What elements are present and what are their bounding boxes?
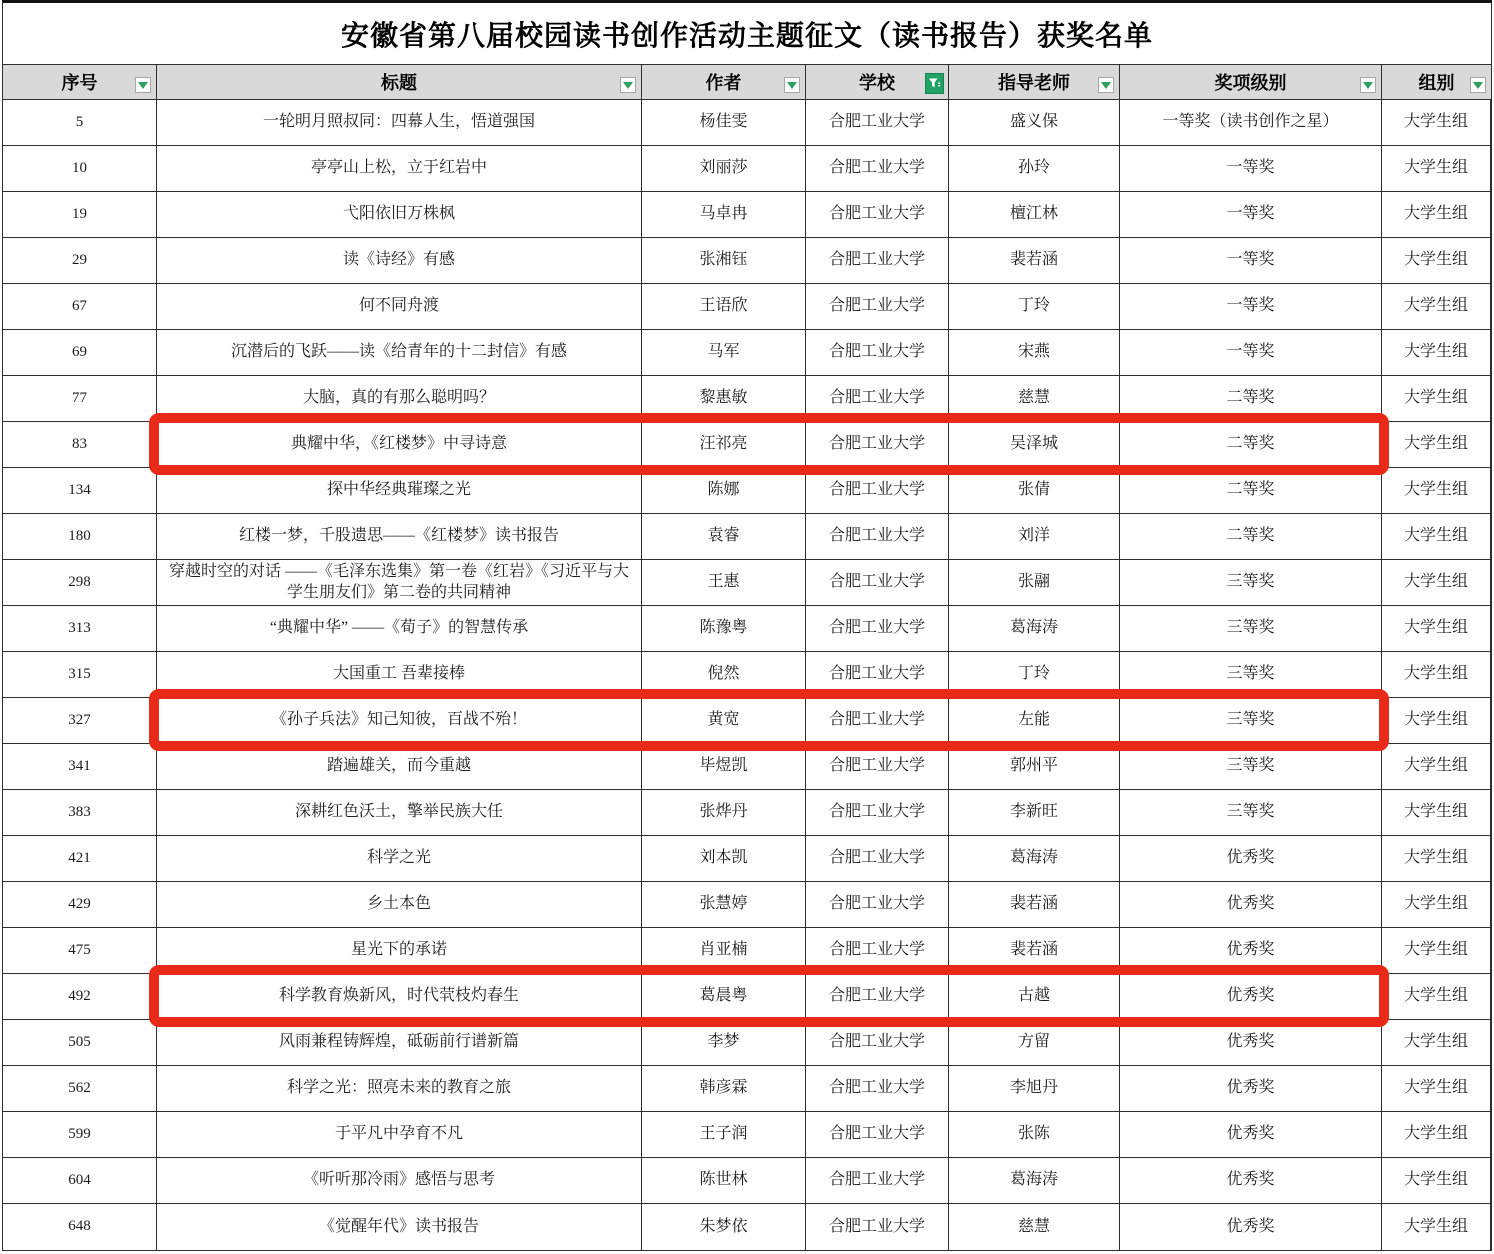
cell-advisor[interactable]: 张陈 bbox=[949, 1112, 1120, 1157]
header-label-author: 作者 bbox=[705, 73, 742, 93]
cell-author[interactable]: 毕煜凯 bbox=[642, 744, 806, 789]
cell-no[interactable]: 341 bbox=[3, 744, 157, 789]
cell-author[interactable]: 肖亚楠 bbox=[642, 928, 806, 973]
header-cell-award[interactable] bbox=[1120, 65, 1382, 99]
table-row bbox=[3, 330, 1491, 376]
header-label-no: 序号 bbox=[61, 73, 98, 93]
cell-author[interactable]: 刘本凯 bbox=[642, 836, 806, 881]
cell-title[interactable]: 沉潜后的飞跃——读《给青年的十二封信》有感 bbox=[157, 330, 642, 375]
cell-award[interactable]: 三等奖 bbox=[1120, 698, 1382, 743]
cell-no[interactable]: 313 bbox=[3, 606, 157, 651]
cell-author[interactable]: 葛晨粤 bbox=[642, 974, 806, 1019]
cell-award[interactable]: 优秀奖 bbox=[1120, 1066, 1382, 1111]
cell-advisor[interactable]: 古越 bbox=[949, 974, 1120, 1019]
table-row bbox=[3, 790, 1491, 836]
cell-school[interactable]: 合肥工业大学 bbox=[806, 422, 949, 467]
cell-award[interactable]: 二等奖 bbox=[1120, 514, 1382, 559]
cell-school[interactable]: 合肥工业大学 bbox=[806, 606, 949, 651]
cell-no[interactable]: 298 bbox=[3, 560, 157, 605]
spreadsheet bbox=[2, 0, 1492, 1251]
table-row bbox=[3, 100, 1491, 146]
cell-author[interactable]: 刘丽莎 bbox=[642, 146, 806, 191]
cell-no[interactable]: 19 bbox=[3, 192, 157, 237]
header-label-group: 组别 bbox=[1418, 73, 1455, 93]
cell-group[interactable]: 大学生组 bbox=[1382, 422, 1491, 467]
cell-author[interactable]: 韩彦霖 bbox=[642, 1066, 806, 1111]
cell-award[interactable]: 优秀奖 bbox=[1120, 836, 1382, 881]
cell-school[interactable]: 合肥工业大学 bbox=[806, 238, 949, 283]
cell-author[interactable]: 马军 bbox=[642, 330, 806, 375]
cell-advisor[interactable]: 孙玲 bbox=[949, 146, 1120, 191]
cell-school[interactable]: 合肥工业大学 bbox=[806, 1112, 949, 1157]
cell-award[interactable]: 三等奖 bbox=[1120, 652, 1382, 697]
cell-group[interactable]: 大学生组 bbox=[1382, 146, 1491, 191]
cell-award[interactable]: 一等奖 bbox=[1120, 284, 1382, 329]
cell-school[interactable]: 合肥工业大学 bbox=[806, 468, 949, 513]
cell-author[interactable]: 张湘钰 bbox=[642, 238, 806, 283]
table-row bbox=[3, 422, 1491, 468]
cell-no[interactable]: 327 bbox=[3, 698, 157, 743]
cell-no[interactable]: 421 bbox=[3, 836, 157, 881]
cell-title[interactable]: 科学教育焕新风，时代茕枝灼春生 bbox=[157, 974, 642, 1019]
cell-group[interactable]: 大学生组 bbox=[1382, 1020, 1491, 1065]
cell-group[interactable]: 大学生组 bbox=[1382, 698, 1491, 743]
cell-school[interactable]: 合肥工业大学 bbox=[806, 1204, 949, 1250]
cell-author[interactable]: 王惠 bbox=[642, 560, 806, 605]
cell-advisor[interactable]: 宋燕 bbox=[949, 330, 1120, 375]
filter-dropdown-icon[interactable] bbox=[1360, 77, 1376, 93]
cell-advisor[interactable]: 盛义保 bbox=[949, 100, 1120, 145]
cell-award[interactable]: 一等奖 bbox=[1120, 238, 1382, 283]
cell-advisor[interactable]: 刘洋 bbox=[949, 514, 1120, 559]
cell-author[interactable]: 马卓冉 bbox=[642, 192, 806, 237]
cell-school[interactable]: 合肥工业大学 bbox=[806, 1020, 949, 1065]
cell-advisor[interactable]: 郭州平 bbox=[949, 744, 1120, 789]
cell-advisor[interactable]: 李旭丹 bbox=[949, 1066, 1120, 1111]
cell-author[interactable]: 陈世林 bbox=[642, 1158, 806, 1203]
filter-active-funnel-icon[interactable] bbox=[925, 73, 944, 94]
cell-group[interactable]: 大学生组 bbox=[1382, 974, 1491, 1019]
header-cell-school[interactable] bbox=[806, 65, 949, 99]
cell-award[interactable]: 三等奖 bbox=[1120, 744, 1382, 789]
cell-title[interactable]: 于平凡中孕育不凡 bbox=[157, 1112, 642, 1157]
cell-group[interactable]: 大学生组 bbox=[1382, 1066, 1491, 1111]
cell-author[interactable]: 李梦 bbox=[642, 1020, 806, 1065]
cell-no[interactable]: 562 bbox=[3, 1066, 157, 1111]
cell-title[interactable]: 亭亭山上松，立于红岩中 bbox=[157, 146, 642, 191]
cell-no[interactable]: 69 bbox=[3, 330, 157, 375]
cell-award[interactable]: 三等奖 bbox=[1120, 790, 1382, 835]
cell-group[interactable]: 大学生组 bbox=[1382, 928, 1491, 973]
table-row bbox=[3, 606, 1491, 652]
cell-school[interactable]: 合肥工业大学 bbox=[806, 146, 949, 191]
cell-school[interactable]: 合肥工业大学 bbox=[806, 330, 949, 375]
table-row bbox=[3, 1020, 1491, 1066]
cell-title[interactable]: 科学之光：照亮未来的教育之旅 bbox=[157, 1066, 642, 1111]
table-row bbox=[3, 514, 1491, 560]
cell-award[interactable]: 优秀奖 bbox=[1120, 882, 1382, 927]
cell-group[interactable]: 大学生组 bbox=[1382, 652, 1491, 697]
cell-school[interactable]: 合肥工业大学 bbox=[806, 560, 949, 605]
header-cell-group[interactable] bbox=[1382, 65, 1491, 99]
cell-title[interactable]: 读《诗经》有感 bbox=[157, 238, 642, 283]
cell-school[interactable]: 合肥工业大学 bbox=[806, 698, 949, 743]
cell-award[interactable]: 优秀奖 bbox=[1120, 1204, 1382, 1250]
filter-dropdown-icon[interactable] bbox=[1470, 77, 1486, 93]
cell-advisor[interactable]: 裴若涵 bbox=[949, 882, 1120, 927]
header-cell-author[interactable] bbox=[642, 65, 806, 99]
header-label-advisor: 指导老师 bbox=[998, 73, 1070, 93]
cell-author[interactable]: 袁睿 bbox=[642, 514, 806, 559]
cell-advisor[interactable]: 裴若涵 bbox=[949, 928, 1120, 973]
table-row bbox=[3, 974, 1491, 1020]
cell-author[interactable]: 张慧婷 bbox=[642, 882, 806, 927]
cell-advisor[interactable]: 方留 bbox=[949, 1020, 1120, 1065]
cell-advisor[interactable]: 葛海涛 bbox=[949, 1158, 1120, 1203]
cell-title[interactable]: “典耀中华” ——《荀子》的智慧传承 bbox=[157, 606, 642, 651]
page-title: 安徽省第八届校园读书创作活动主题征文（读书报告）获奖名单 bbox=[340, 20, 1153, 52]
cell-title[interactable]: 《孙子兵法》知己知彼，百战不殆！ bbox=[157, 698, 642, 743]
cell-school[interactable]: 合肥工业大学 bbox=[806, 1066, 949, 1111]
cell-school[interactable]: 合肥工业大学 bbox=[806, 1158, 949, 1203]
cell-advisor[interactable]: 吴泽城 bbox=[949, 422, 1120, 467]
cell-award[interactable]: 一等奖 bbox=[1120, 330, 1382, 375]
cell-title[interactable]: 穿越时空的对话 ——《毛泽东选集》第一卷《红岩》《习近平与大学生朋友们》第二卷的共同精神 bbox=[157, 560, 642, 605]
table-row bbox=[3, 1112, 1491, 1158]
cell-advisor[interactable]: 丁玲 bbox=[949, 284, 1120, 329]
cell-advisor[interactable]: 葛海涛 bbox=[949, 606, 1120, 651]
cell-title[interactable]: 弋阳依旧万株枫 bbox=[157, 192, 642, 237]
cell-author[interactable]: 王子润 bbox=[642, 1112, 806, 1157]
cell-group[interactable]: 大学生组 bbox=[1382, 330, 1491, 375]
cell-award[interactable]: 三等奖 bbox=[1120, 606, 1382, 651]
cell-award[interactable]: 一等奖（读书创作之星） bbox=[1120, 100, 1382, 145]
cell-school[interactable]: 合肥工业大学 bbox=[806, 882, 949, 927]
cell-group[interactable]: 大学生组 bbox=[1382, 790, 1491, 835]
cell-school[interactable]: 合肥工业大学 bbox=[806, 376, 949, 421]
cell-group[interactable]: 大学生组 bbox=[1382, 238, 1491, 283]
filter-dropdown-icon[interactable] bbox=[135, 77, 151, 93]
table-row bbox=[3, 652, 1491, 698]
cell-group[interactable]: 大学生组 bbox=[1382, 514, 1491, 559]
table-row bbox=[3, 836, 1491, 882]
cell-advisor[interactable]: 丁玲 bbox=[949, 652, 1120, 697]
cell-no[interactable]: 77 bbox=[3, 376, 157, 421]
header-cell-no[interactable] bbox=[3, 65, 157, 99]
cell-advisor[interactable]: 慈慧 bbox=[949, 376, 1120, 421]
cell-title[interactable]: 科学之光 bbox=[157, 836, 642, 881]
cell-no[interactable]: 67 bbox=[3, 284, 157, 329]
cell-award[interactable]: 三等奖 bbox=[1120, 560, 1382, 605]
cell-award[interactable]: 一等奖 bbox=[1120, 192, 1382, 237]
table-row bbox=[3, 744, 1491, 790]
cell-title[interactable]: 乡土本色 bbox=[157, 882, 642, 927]
header-cell-advisor[interactable] bbox=[949, 65, 1120, 99]
cell-school[interactable]: 合肥工业大学 bbox=[806, 790, 949, 835]
table-row bbox=[3, 192, 1491, 238]
cell-award[interactable]: 优秀奖 bbox=[1120, 974, 1382, 1019]
table-row bbox=[3, 146, 1491, 192]
cell-school[interactable]: 合肥工业大学 bbox=[806, 744, 949, 789]
cell-award[interactable]: 二等奖 bbox=[1120, 376, 1382, 421]
cell-award[interactable]: 优秀奖 bbox=[1120, 1020, 1382, 1065]
cell-title[interactable]: 典耀中华，《红楼梦》中寻诗意 bbox=[157, 422, 642, 467]
header-cell-title[interactable] bbox=[157, 65, 642, 99]
cell-title[interactable]: 大国重工 吾辈接棒 bbox=[157, 652, 642, 697]
cell-school[interactable]: 合肥工业大学 bbox=[806, 836, 949, 881]
cell-advisor[interactable]: 张翮 bbox=[949, 560, 1120, 605]
table-row bbox=[3, 698, 1491, 744]
cell-group[interactable]: 大学生组 bbox=[1382, 100, 1491, 145]
cell-author[interactable]: 张烨丹 bbox=[642, 790, 806, 835]
cell-author[interactable]: 杨佳雯 bbox=[642, 100, 806, 145]
cell-title[interactable]: 一轮明月照叔同：四幕人生，悟道强国 bbox=[157, 100, 642, 145]
table-row bbox=[3, 928, 1491, 974]
cell-advisor[interactable]: 张倩 bbox=[949, 468, 1120, 513]
cell-no[interactable]: 134 bbox=[3, 468, 157, 513]
table-row bbox=[3, 284, 1491, 330]
cell-group[interactable]: 大学生组 bbox=[1382, 606, 1491, 651]
cell-advisor[interactable]: 裴若涵 bbox=[949, 238, 1120, 283]
cell-advisor[interactable]: 慈慧 bbox=[949, 1204, 1120, 1250]
sheet-title-band bbox=[3, 3, 1491, 65]
cell-school[interactable]: 合肥工业大学 bbox=[806, 514, 949, 559]
cell-award[interactable]: 二等奖 bbox=[1120, 468, 1382, 513]
cell-author[interactable]: 朱梦依 bbox=[642, 1204, 806, 1250]
cell-title[interactable]: 何不同舟渡 bbox=[157, 284, 642, 329]
cell-group[interactable]: 大学生组 bbox=[1382, 882, 1491, 927]
cell-group[interactable]: 大学生组 bbox=[1382, 284, 1491, 329]
table-row bbox=[3, 468, 1491, 514]
cell-award[interactable]: 二等奖 bbox=[1120, 422, 1382, 467]
cell-school[interactable]: 合肥工业大学 bbox=[806, 100, 949, 145]
cell-author[interactable]: 王语欣 bbox=[642, 284, 806, 329]
cell-award[interactable]: 一等奖 bbox=[1120, 146, 1382, 191]
cell-school[interactable]: 合肥工业大学 bbox=[806, 652, 949, 697]
table-row bbox=[3, 1158, 1491, 1204]
cell-group[interactable]: 大学生组 bbox=[1382, 560, 1491, 605]
cell-no[interactable]: 648 bbox=[3, 1204, 157, 1250]
cell-no[interactable]: 10 bbox=[3, 146, 157, 191]
cell-no[interactable]: 492 bbox=[3, 974, 157, 1019]
cell-award[interactable]: 优秀奖 bbox=[1120, 928, 1382, 973]
table-row bbox=[3, 1204, 1491, 1250]
cell-advisor[interactable]: 葛海涛 bbox=[949, 836, 1120, 881]
cell-school[interactable]: 合肥工业大学 bbox=[806, 284, 949, 329]
cell-award[interactable]: 优秀奖 bbox=[1120, 1158, 1382, 1203]
cell-no[interactable]: 383 bbox=[3, 790, 157, 835]
cell-author[interactable]: 汪祁亮 bbox=[642, 422, 806, 467]
cell-no[interactable]: 505 bbox=[3, 1020, 157, 1065]
cell-title[interactable]: 深耕红色沃土，擎举民族大任 bbox=[157, 790, 642, 835]
filter-dropdown-icon[interactable] bbox=[620, 77, 636, 93]
cell-school[interactable]: 合肥工业大学 bbox=[806, 192, 949, 237]
cell-author[interactable]: 陈豫粤 bbox=[642, 606, 806, 651]
cell-title[interactable]: 风雨兼程铸辉煌，砥砺前行谱新篇 bbox=[157, 1020, 642, 1065]
filter-dropdown-icon[interactable] bbox=[784, 77, 800, 93]
cell-advisor[interactable]: 檀江林 bbox=[949, 192, 1120, 237]
cell-title[interactable]: 大脑，真的有那么聪明吗？ bbox=[157, 376, 642, 421]
cell-no[interactable]: 599 bbox=[3, 1112, 157, 1157]
cell-advisor[interactable]: 左能 bbox=[949, 698, 1120, 743]
header-label-title: 标题 bbox=[381, 73, 417, 93]
cell-author[interactable]: 黄宽 bbox=[642, 698, 806, 743]
cell-title[interactable]: 红楼一梦，千股遗思——《红楼梦》读书报告 bbox=[157, 514, 642, 559]
cell-no[interactable]: 5 bbox=[3, 100, 157, 145]
cell-school[interactable]: 合肥工业大学 bbox=[806, 974, 949, 1019]
cell-title[interactable]: 星光下的承诺 bbox=[157, 928, 642, 973]
cell-group[interactable]: 大学生组 bbox=[1382, 744, 1491, 789]
cell-author[interactable]: 陈娜 bbox=[642, 468, 806, 513]
cell-group[interactable]: 大学生组 bbox=[1382, 836, 1491, 881]
header-label-school: 学校 bbox=[859, 73, 895, 93]
cell-group[interactable]: 大学生组 bbox=[1382, 1204, 1491, 1250]
cell-advisor[interactable]: 李新旺 bbox=[949, 790, 1120, 835]
table-row bbox=[3, 238, 1491, 284]
cell-group[interactable]: 大学生组 bbox=[1382, 468, 1491, 513]
filter-dropdown-icon[interactable] bbox=[1098, 77, 1114, 93]
table-header-row bbox=[3, 65, 1491, 100]
header-label-award: 奖项级别 bbox=[1214, 73, 1287, 93]
table-row bbox=[3, 882, 1491, 928]
table-row bbox=[3, 1066, 1491, 1112]
cell-no[interactable]: 475 bbox=[3, 928, 157, 973]
cell-group[interactable]: 大学生组 bbox=[1382, 1112, 1491, 1157]
table-body bbox=[3, 100, 1491, 1250]
cell-title[interactable]: 探中华经典璀璨之光 bbox=[157, 468, 642, 513]
cell-title[interactable]: 《觉醒年代》读书报告 bbox=[157, 1204, 642, 1250]
table-row bbox=[3, 560, 1491, 606]
table-row bbox=[3, 376, 1491, 422]
cell-award[interactable]: 优秀奖 bbox=[1120, 1112, 1382, 1157]
cell-title[interactable]: 《听听那冷雨》感悟与思考 bbox=[157, 1158, 642, 1203]
cell-group[interactable]: 大学生组 bbox=[1382, 1158, 1491, 1203]
cell-group[interactable]: 大学生组 bbox=[1382, 376, 1491, 421]
cell-group[interactable]: 大学生组 bbox=[1382, 192, 1491, 237]
cell-author[interactable]: 黎惠敏 bbox=[642, 376, 806, 421]
cell-no[interactable]: 83 bbox=[3, 422, 157, 467]
cell-no[interactable]: 29 bbox=[3, 238, 157, 283]
cell-no[interactable]: 604 bbox=[3, 1158, 157, 1203]
cell-no[interactable]: 315 bbox=[3, 652, 157, 697]
cell-title[interactable]: 踏遍雄关，而今重越 bbox=[157, 744, 642, 789]
cell-school[interactable]: 合肥工业大学 bbox=[806, 928, 949, 973]
cell-no[interactable]: 180 bbox=[3, 514, 157, 559]
cell-author[interactable]: 倪然 bbox=[642, 652, 806, 697]
cell-no[interactable]: 429 bbox=[3, 882, 157, 927]
